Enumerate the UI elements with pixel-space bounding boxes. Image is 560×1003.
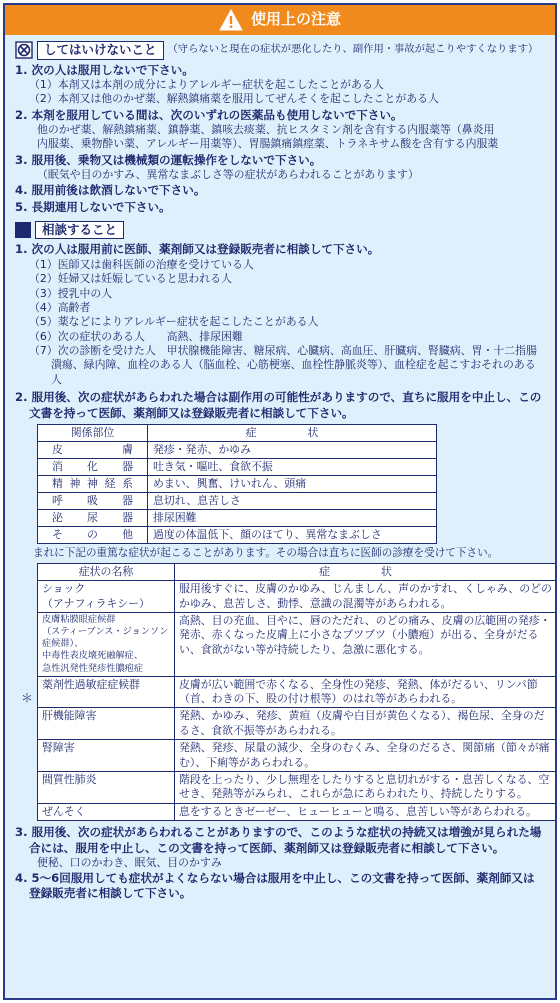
table-cell: 泌尿器	[38, 509, 148, 526]
serious-symptoms-table	[37, 563, 557, 821]
consult-item-1-sub-5: （5）薬などによりアレルギー症状を起こしたことがある人	[29, 315, 319, 329]
dont-item-3: 3. 服用後、乗物又は機械類の運転操作をしないで下さい。	[15, 152, 322, 167]
banner	[5, 5, 555, 35]
side-effects-table	[37, 424, 437, 544]
serious-symptoms-note: まれに下記の重篤な症状が起こることがあります。その場合は直ちに医師の診療を受けて下さい。	[33, 546, 499, 559]
table-header-row	[38, 563, 557, 580]
consult-title: 相談すること	[35, 221, 124, 240]
symptom-name: ショック （アナフィラキシー）	[38, 581, 175, 613]
table-cell: 吐き気・嘔吐、食欲不振	[148, 458, 437, 475]
consult-header	[15, 221, 546, 240]
square-icon	[15, 222, 31, 238]
table-header-row	[38, 424, 437, 441]
consult-item-3: 3. 服用後、次の症状があらわれることがありますので、このような症状の持続又は増強が見られた場合には、服用を中止し、この文書を持って医師、薬剤師又は登録販売者に相談して下さい。	[15, 825, 542, 855]
table-row	[38, 526, 437, 543]
symptom-name: 薬剤性過敏症症候群	[38, 676, 175, 708]
consult-item-1-sub-6: （6）次の症状のある人 高熱、排尿困難	[29, 329, 243, 343]
table-cell: 消化器	[38, 458, 148, 475]
table-row	[38, 740, 557, 772]
consult-item-1-sub-2: （2）妊婦又は妊娠していると思われる人	[29, 272, 232, 286]
banner-title: 使用上の注意	[250, 10, 341, 29]
prohibited-icon	[15, 41, 33, 59]
table-cell: 過度の体温低下、顔のほてり、異常なまぶしさ	[148, 526, 437, 543]
symptom-desc: 皮膚が広い範囲で赤くなる、全身性の発疹、発熱、体がだるい、リンパ節（首、わきの下、股の付け根等）のはれ等があらわれる。	[175, 676, 557, 708]
consult-item-4: 4. 5～6回服用しても症状がよくならない場合は服用を中止し、この文書を持って医師、薬剤師又は登録販売者に相談して下さい。	[15, 871, 535, 901]
table-header-cell: 症 状	[148, 424, 437, 441]
table-row	[38, 612, 557, 676]
symptom-name: 間質性肺炎	[38, 772, 175, 804]
table-row	[38, 708, 557, 740]
consult-item-1-sub-7: （7）次の診断を受けた人 甲状腺機能障害、糖尿病、心臓病、高血圧、肝臓病、腎臓病、胃・十二指腸潰瘍、緑内障、血栓のある人（脳血栓、心筋梗塞、血栓性静脈炎等）、血栓症を起こすおそれのある人	[29, 344, 537, 386]
table-row	[38, 581, 557, 613]
dont-item-2: 2. 本剤を服用している間は、次のいずれの医薬品も使用しないで下さい。	[15, 107, 403, 122]
consult-item-2: 2. 服用後、次の症状があらわれた場合は副作用の可能性がありますので、直ちに服用を中止し、この文書を持って医師、薬剤師又は登録販売者に相談して下さい。	[15, 390, 542, 420]
symptom-desc: 発熱、かゆみ、発疹、黄疸（皮膚や白目が黄色くなる）、褐色尿、全身のだるさ、食欲不振等があらわれる。	[175, 708, 557, 740]
donts-note: （守らないと現在の症状が悪化したり、副作用・事故が起こりやすくなります）	[167, 43, 539, 56]
symptom-desc: 息をするときゼーゼー、ヒューヒューと鳴る、息苦しい等があらわれる。	[175, 803, 557, 820]
table-row	[38, 676, 557, 708]
consult-item-1-sub-3: （3）授乳中の人	[29, 286, 113, 300]
symptom-desc: 階段を上ったり、少し無理をしたりすると息切れがする・息苦しくなる、空せき、発熱等がみられ、これらが急にあらわれたり、持続したりする。	[175, 772, 557, 804]
table-row	[38, 509, 437, 526]
table-cell: 精神神経系	[38, 475, 148, 492]
consult-item-3-sub: 便秘、口のかわき、眠気、目のかすみ	[37, 855, 222, 869]
symptom-desc: 高熱、目の充血、目やに、唇のただれ、のどの痛み、皮膚の広範囲の発疹・発赤、赤くなった皮膚上に小さなブツブツ（小膿疱）が出る、全身がだるい、食欲がない等が持続したり、急激に悪化する。	[175, 612, 557, 676]
symptom-name: 腎障害	[38, 740, 175, 772]
asterisk-mark: ＊	[21, 690, 34, 705]
serious-table-wrap	[21, 563, 552, 821]
dont-item-4: 4. 服用前後は飲酒しないで下さい。	[15, 183, 206, 198]
table-cell: 皮膚	[38, 441, 148, 458]
precautions-panel	[3, 3, 557, 1000]
dont-item-5: 5. 長期連用しないで下さい。	[15, 199, 171, 214]
table-cell: 呼吸器	[38, 492, 148, 509]
table-cell: その他	[38, 526, 148, 543]
table-header-cell: 症 状	[175, 563, 557, 580]
dont-item-2-sub-2: 内服薬、乗物酔い薬、アレルギー用薬等）、胃腸鎮痛鎮痙薬、トラネキサム酸を含有する内服薬	[37, 137, 499, 151]
table-row	[38, 492, 437, 509]
symptom-name: 皮膚粘膜眼症候群 （スティーブンス・ジョンソン症候群）、 中毒性表皮壊死融解症、 急性汎発性発疹性膿疱症	[38, 612, 175, 676]
table-row	[38, 458, 437, 475]
dont-item-2-sub-1: 他のかぜ薬、解熱鎮痛薬、鎮静薬、鎮咳去痰薬、抗ヒスタミン剤を含有する内服薬等（鼻炎用	[37, 122, 495, 136]
symptom-desc: 服用後すぐに、皮膚のかゆみ、じんましん、声のかすれ、くしゃみ、のどのかゆみ、息苦しさ、動悸、意識の混濁等があらわれる。	[175, 581, 557, 613]
table-row	[38, 772, 557, 804]
table-cell: 息切れ、息苦しさ	[148, 492, 437, 509]
consult-item-1: 1. 次の人は服用前に医師、薬剤師又は登録販売者に相談して下さい。	[15, 242, 380, 257]
table-header-cell: 症状の名称	[38, 563, 175, 580]
table-header-cell: 関係部位	[38, 424, 148, 441]
dont-item-1: 1. 次の人は服用しないで下さい。	[15, 62, 194, 77]
dont-item-1-sub-1: （1）本剤又は本剤の成分によりアレルギー症状を起こしたことがある人	[29, 77, 384, 91]
symptom-name: ぜんそく	[38, 803, 175, 820]
table-cell: 排尿困難	[148, 509, 437, 526]
donts-header	[15, 41, 546, 60]
table-cell: 発疹・発赤、かゆみ	[148, 441, 437, 458]
dont-item-1-sub-2: （2）本剤又は他のかぜ薬、解熱鎮痛薬を服用してぜんそくを起こしたことがある人	[29, 92, 439, 106]
table-row	[38, 475, 437, 492]
consult-item-1-sub-4: （4）高齢者	[29, 300, 91, 314]
table-row	[38, 803, 557, 820]
consult-item-1-sub-1: （1）医師又は歯科医師の治療を受けている人	[29, 257, 254, 271]
table-row	[38, 441, 437, 458]
symptom-desc: 発熱、発疹、尿量の減少、全身のむくみ、全身のだるさ、関節痛（節々が痛む）、下痢等があらわれる。	[175, 740, 557, 772]
table-cell: めまい、興奮、けいれん、頭痛	[148, 475, 437, 492]
donts-title: してはいけないこと	[37, 41, 164, 60]
dont-item-3-sub-1: （眠気や目のかすみ、異常なまぶしさ等の症状があらわれることがあります）	[37, 167, 419, 181]
symptom-name: 肝機能障害	[38, 708, 175, 740]
warning-icon	[219, 9, 243, 31]
